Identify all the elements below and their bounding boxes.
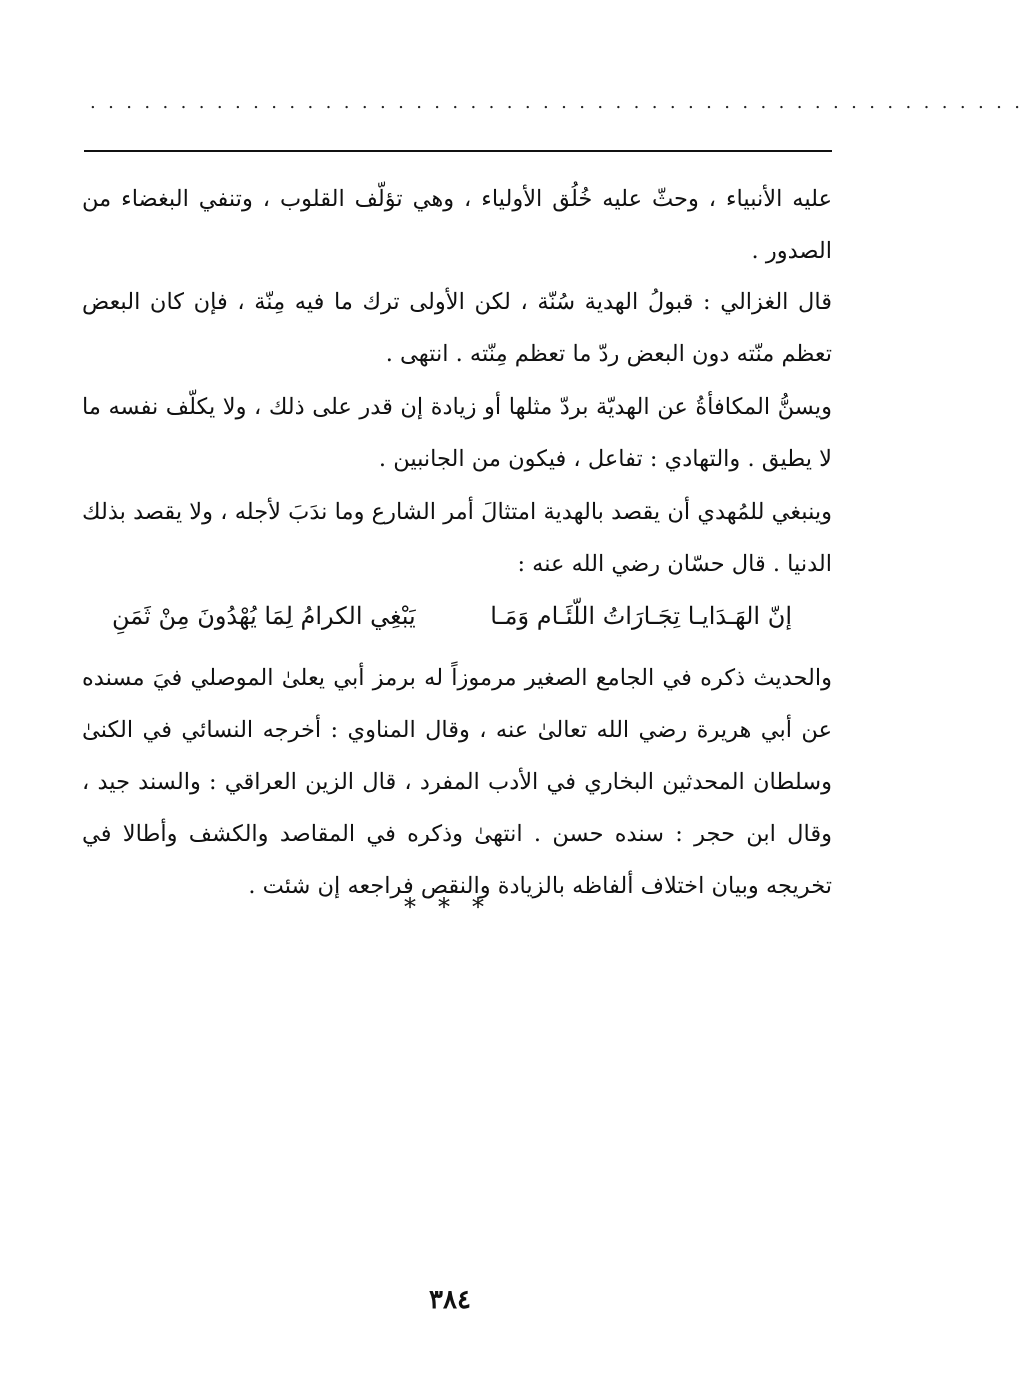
paragraph-1-block: [82, 173, 832, 277]
paragraph-4: وينبغي للمُهدي أن يقصد بالهدية امتثالَ أمر الشارع وما ندَبَ لأجله ، ولا يقصد بذلك الدنيا . قال حسّان رضي الله عنه :: [82, 499, 832, 577]
paragraph-5-block: [82, 652, 832, 912]
paragraph-2-block: [82, 276, 832, 380]
section-separator-stars: ***: [404, 893, 506, 921]
dotted-header-line: ....................................................: [90, 92, 1032, 113]
paragraph-4-block: [82, 486, 832, 590]
paragraph-2: قال الغزالي : قبولُ الهدية سُنّة ، لكن الأولى ترك ما فيه مِنّة ، فإن كان البعض تعظم منّته دون البعض ردّ ما تعظم مِنّته . انتهى .: [82, 289, 832, 367]
paragraph-1: عليه الأنبياء ، وحثّ عليه خُلُق الأولياء ، وهي تؤلّف القلوب ، وتنفي البغضاء من الصدور .: [82, 186, 832, 264]
page-number: ٣٨٤: [429, 1285, 471, 1315]
poem-first-hemistich: إنّ الهَـدَايـا تِجَـارَاتُ اللّئَـام وَمَـا: [490, 602, 792, 630]
horizontal-rule: [84, 150, 832, 152]
poem-verse: [112, 590, 792, 642]
paragraph-3-block: [82, 381, 832, 485]
paragraph-3: ويسنُّ المكافأةُ عن الهديّة بردّ مثلها أو زيادة إن قدر على ذلك ، ولا يكلّف نفسه ما لا يطيق . والتهادي : تفاعل ، فيكون من الجانبين .: [82, 394, 832, 472]
paragraph-5: والحديث ذكره في الجامع الصغير مرموزاً له برمز أبي يعلىٰ الموصلي فيَ مسنده عن أبي هريرة رضي الله تعالىٰ عنه ، وقال المناوي : أخرجه النسائي في الكنىٰ وسلطان المحدثين البخاري في الأدب المفرد ، قال الزين العراقي : والسند جيد ، وقال ابن حجر : سنده حسن . انتهىٰ وذكره في المقاصد والكشف وأطالا في تخريجه وبيان اختلاف ألفاظه بالزيادة والنقص فراجعه إن شئت .: [82, 665, 832, 899]
poem-second-hemistich: يَبْغِي الكرامُ لِمَا يُهْدُونَ مِنْ ثَمَنِ: [112, 602, 416, 630]
